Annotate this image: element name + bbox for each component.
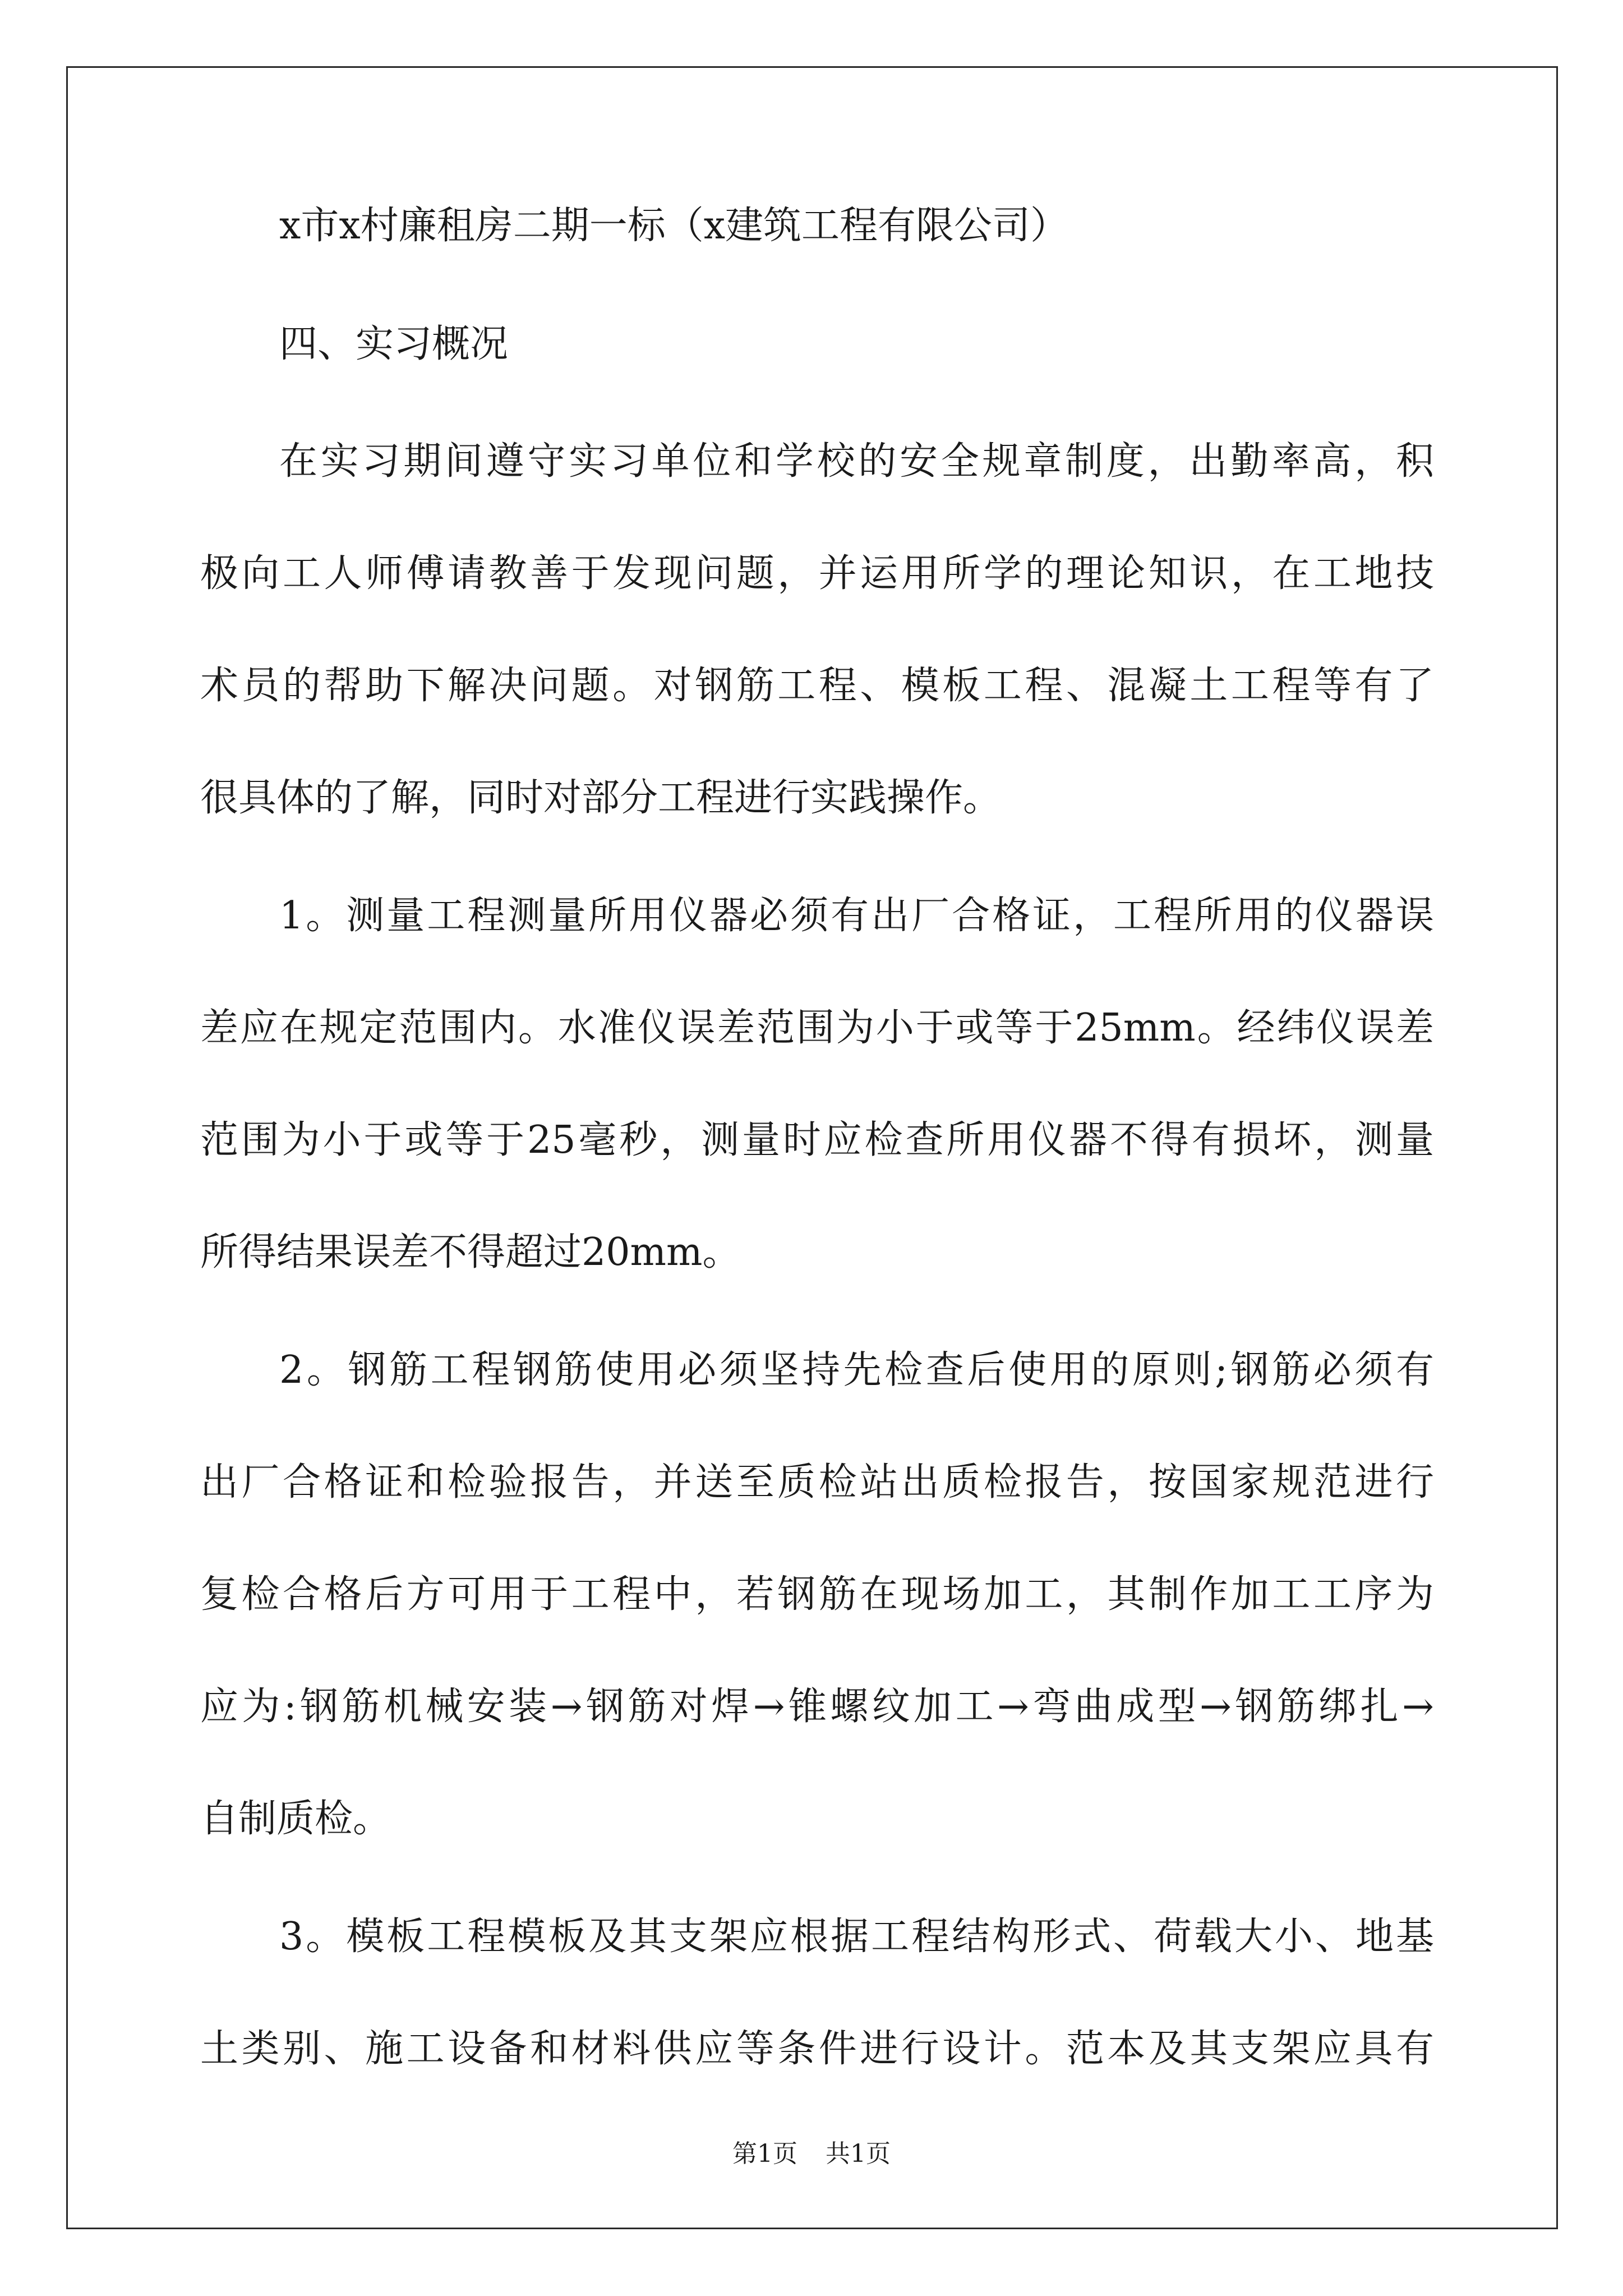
page-number-total: 共1页	[826, 2139, 891, 2168]
paragraph-line: 3。模板工程模板及其支架应根据工程结构形式、荷载大小、地基	[279, 1915, 1434, 1959]
paragraph-line: 复检合格后方可用于工程中，若钢筋在现场加工，其制作加工工序为	[200, 1572, 1434, 1617]
paragraph-line: 自制质检。	[200, 1797, 391, 1841]
page-number-current: 第1页	[732, 2139, 797, 2168]
paragraph-line: 很具体的了解，同时对部分工程进行实践操作。	[200, 776, 1002, 820]
paragraph-line: 应为:钢筋机械安装→钢筋对焊→锥螺纹加工→弯曲成型→钢筋绑扎→	[200, 1685, 1434, 1729]
paragraph-line: 在实习期间遵守实习单位和学校的安全规章制度，出勤率高，积	[279, 439, 1434, 484]
paragraph-line: 土类别、施工设备和材料供应等条件进行设计。范本及其支架应具有	[200, 2027, 1434, 2071]
paragraph-line: 差应在规定范围内。水准仪误差范围为小于或等于25mm。经纬仪误差	[200, 1006, 1434, 1050]
section-heading: 四、实习概况	[279, 322, 509, 366]
paragraph-line: 范围为小于或等于25毫秒，测量时应检查所用仪器不得有损坏，测量	[200, 1118, 1434, 1162]
paragraph-line: 2。钢筋工程钢筋使用必须坚持先检查后使用的原则;钢筋必须有	[279, 1348, 1434, 1392]
paragraph-line: 极向工人师傅请教善于发现问题，并运用所学的理论知识，在工地技	[200, 551, 1434, 596]
paragraph-line: 术员的帮助下解决问题。对钢筋工程、模板工程、混凝土工程等有了	[200, 664, 1434, 708]
paragraph-line: 1。测量工程测量所用仪器必须有出厂合格证，工程所用的仪器误	[279, 894, 1434, 938]
paragraph-line: 出厂合格证和检验报告，并送至质检站出质检报告，按国家规范进行	[200, 1460, 1434, 1504]
project-heading: x市x村廉租房二期一标（x建筑工程有限公司）	[279, 204, 1069, 248]
page-footer	[0, 2140, 1623, 2168]
paragraph-line: 所得结果误差不得超过20mm。	[200, 1230, 741, 1274]
